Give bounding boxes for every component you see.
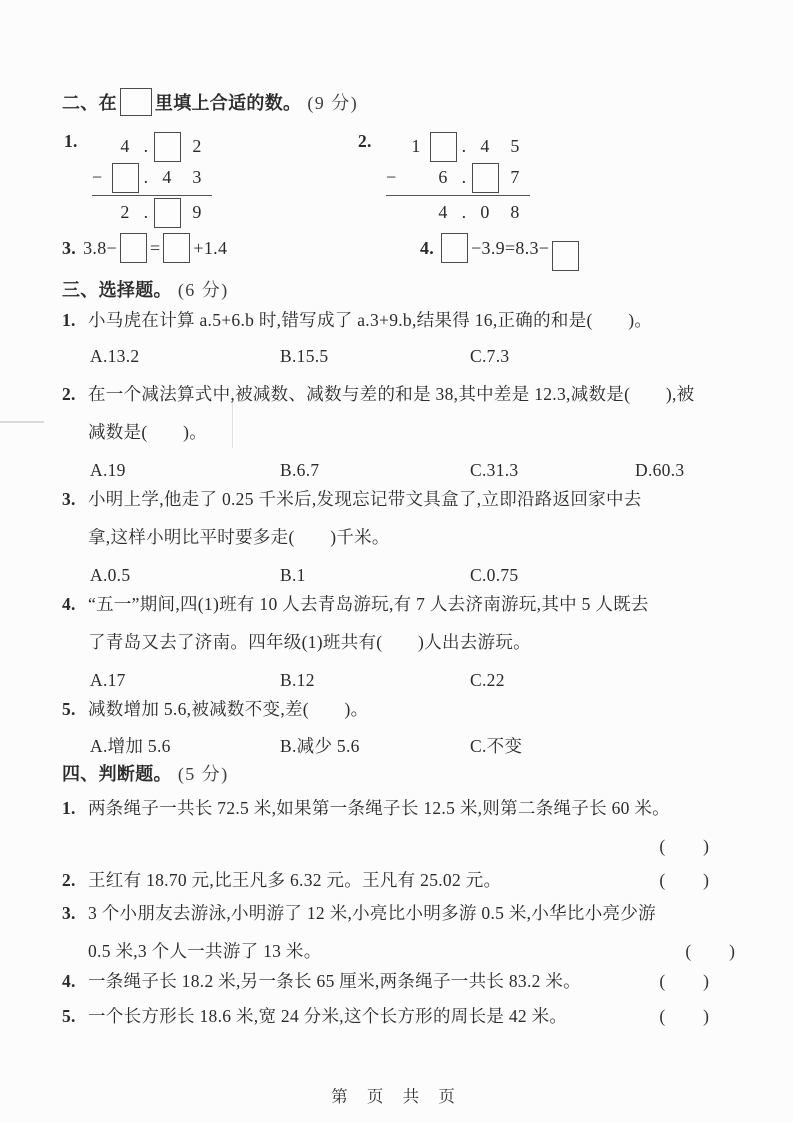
answer-box [163,233,190,263]
section-judgement-heading [62,760,229,786]
difference-row [386,197,530,228]
digit: 6 [438,167,448,187]
section-score: (9 分) [307,93,359,113]
question-text-line [62,969,710,1007]
answer-box [120,88,152,116]
judgement-question-1 [62,796,710,834]
digit: 4 [120,136,130,156]
section-score: (6 分) [177,280,229,300]
question-text-line [62,901,710,939]
choice-question-2 [62,382,722,488]
equation-text: +1.4 [193,237,228,258]
option-c: C.0.75 [470,565,519,585]
question-number: 4. [62,971,76,991]
heading-text-post: 里填上合适的数。 [154,93,302,113]
minuend-row [386,131,530,162]
question-text: 一个长方形长 18.6 米,宽 24 分米,这个长方形的周长是 42 米。 [88,1006,568,1026]
choice-question-4 [62,592,722,698]
option-b: B.1 [280,565,306,585]
option-c: C.不变 [470,736,523,756]
decimal-point: . [143,167,149,187]
question-text: 小马虎在计算 a.5+6.b 时,错写成了 a.3+9.b,结果得 16,正确的和是( )。 [88,310,653,330]
digit: 8 [510,202,520,222]
vertical-subtraction-1 [92,131,212,228]
page-footer [0,1083,793,1107]
option-b: B.12 [280,670,315,690]
judgement-question-3 [62,901,736,977]
answer-box [441,233,468,263]
decimal-point: . [143,202,149,222]
answer-parentheses: ( ) [659,971,710,991]
paren-text: ( ) [659,836,710,856]
problem-number: 1. [64,131,78,151]
vertical-subtraction-2 [386,131,530,228]
choice-question-1 [62,308,722,374]
question-text: 减数增加 5.6,被减数不变,差( )。 [88,699,369,719]
option-c: C.7.3 [470,346,510,366]
digit: 3 [192,167,202,187]
minus-sign: − [92,167,103,187]
answer-box [428,132,458,162]
question-text: 小明上学,他走了 0.25 千米后,发现忘记带文具盒了,立即沿路返回家中去 [88,489,642,509]
digit: 0 [480,202,490,222]
equation-text: −3.9=8.3− [471,237,550,258]
option-a: A.增加 5.6 [90,736,171,756]
option-b: B.减少 5.6 [280,736,360,756]
decimal-point: . [461,136,467,156]
question-number: 3. [62,903,76,923]
question-text-line [62,420,722,458]
answer-box [152,132,182,162]
digit: 9 [192,202,202,222]
equation-text: = [149,237,161,258]
question-text-line [62,630,722,668]
option-a: A.17 [90,670,126,690]
digit: 2 [192,136,202,156]
question-number: 5. [62,699,76,719]
judgement-question-5 [62,1004,710,1042]
question-text-line [62,697,722,731]
fill-problem-2 [358,131,530,228]
question-number: 4. [62,594,76,614]
question-text: “五一”期间,四(1)班有 10 人去青岛游玩,有 7 人去济南游玩,其中 5 人既去 [88,594,649,614]
option-row [62,344,722,374]
question-text-line [62,592,722,630]
option-b: B.15.5 [280,346,329,366]
fill-problem-1 [64,131,212,228]
answer-box [152,198,182,228]
section-score: (5 分) [177,764,229,784]
answer-box [552,241,579,271]
choice-question-3 [62,487,722,593]
question-number: 2. [62,870,76,890]
minuend-row [92,131,212,162]
option-row [62,731,722,761]
option-row [62,668,722,698]
option-c: C.22 [470,670,505,690]
question-number: 1. [62,798,76,818]
option-d: D.60.3 [635,460,685,480]
question-text: 3 个小朋友去游泳,小明游了 12 米,小亮比小明多游 0.5 米,小华比小亮少游 [88,903,656,923]
heading-text: 四、判断题。 [62,764,172,784]
judgement-question-4 [62,969,710,1007]
question-number: 1. [62,310,76,330]
question-text-line [62,308,722,344]
digit: 4 [438,202,448,222]
question-text-line [62,1004,710,1042]
heading-text-pre: 二、在 [62,93,117,113]
option-row [62,563,722,593]
equals-line [92,195,212,196]
digit: 7 [510,167,520,187]
question-text: 两条绳子一共长 72.5 米,如果第一条绳子长 12.5 米,则第二条绳子长 60 米。 [88,798,670,818]
problem-number: 2. [358,131,372,151]
answer-box [120,233,147,263]
answer-parentheses: ( ) [659,1006,710,1026]
problem-number: 3. [62,237,77,258]
fill-problem-3 [62,230,227,266]
option-a: A.13.2 [90,346,140,366]
problem-number: 4. [420,237,435,258]
difference-row [92,197,212,228]
answer-parentheses: ( ) [659,870,710,890]
digit: 1 [411,136,421,156]
digit: 5 [510,136,520,156]
equation-text: 3.8− [83,237,117,258]
question-text-line [62,525,722,563]
question-text-line [62,796,710,834]
question-text: 减数是( )。 [88,422,208,442]
subtrahend-row [386,162,530,193]
option-a: A.0.5 [90,565,131,585]
footer-text: 第 页 共 页 [331,1087,462,1106]
heading-text: 三、选择题。 [62,280,172,300]
option-b: B.6.7 [280,460,320,480]
minus-sign: − [386,167,397,187]
scan-artifact [0,421,44,423]
option-row [62,458,722,488]
fill-problem-4 [420,230,579,266]
question-number: 5. [62,1006,76,1026]
answer-box [470,163,500,193]
equals-line [386,195,530,196]
decimal-point: . [143,136,149,156]
answer-box [110,163,140,193]
question-text-line [62,487,722,525]
question-number: 3. [62,489,76,509]
digit: 4 [162,167,172,187]
option-a: A.19 [90,460,126,480]
question-text: 在一个减法算式中,被减数、减数与差的和是 38,其中差是 12.3,减数是( ),被 [88,384,695,404]
question-text: 一条绳子长 18.2 米,另一条长 65 厘米,两条绳子一共长 83.2 米。 [88,971,581,991]
option-c: C.31.3 [470,460,519,480]
digit: 4 [480,136,490,156]
decimal-point: . [461,167,467,187]
question-text: 王红有 18.70 元,比王凡多 6.32 元。王凡有 25.02 元。 [88,870,502,890]
section-fill-in-heading [62,88,358,116]
decimal-point: . [461,202,467,222]
question-text: 0.5 米,3 个人一共游了 13 米。 [88,941,322,961]
question-text: 了青岛又去了济南。四年级(1)班共有( )人出去游玩。 [88,632,531,652]
answer-parentheses [62,833,710,858]
answer-parentheses: ( ) [685,941,736,961]
section-choice-heading [62,276,229,302]
subtrahend-row [92,162,212,193]
question-number: 2. [62,384,76,404]
question-text-line [62,382,722,420]
choice-question-5 [62,697,722,761]
digit: 2 [120,202,130,222]
question-text: 拿,这样小明比平时要多走( )千米。 [88,527,390,547]
